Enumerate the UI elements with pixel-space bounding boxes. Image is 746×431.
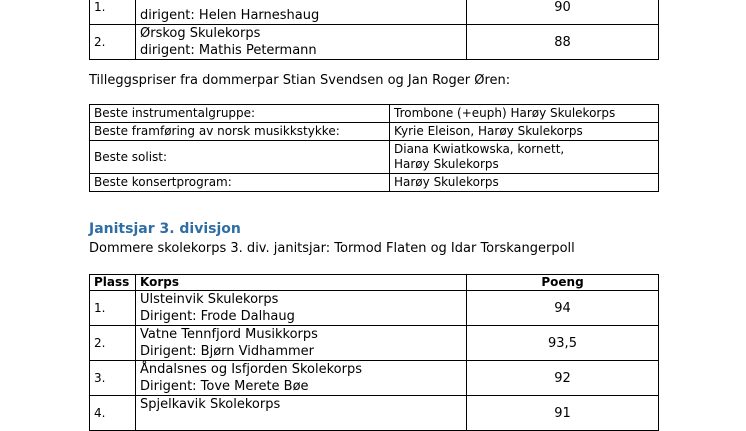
table-row	[90, 25, 659, 60]
points-cell: 92	[467, 361, 659, 396]
prize-label: Beste instrumentalgruppe:	[90, 105, 390, 123]
prize-winner	[390, 174, 659, 192]
extra-prizes-table	[89, 104, 659, 192]
judges-line: Dommere skolekorps 3. div. janitsjar: Tormod Flaten og Idar Torskangerpoll	[89, 241, 575, 256]
table-row	[90, 326, 659, 361]
table-row	[90, 0, 659, 25]
corps-name: Åndalsnes og Isfjorden Skolekorps	[140, 362, 362, 377]
place-cell: 1.	[90, 0, 136, 25]
conductor-name: Dirigent: Bjørn Vidhammer	[140, 344, 314, 359]
prize-winner	[390, 123, 659, 141]
prize-winner-line: Harøy Skulekorps	[394, 175, 499, 189]
prize-winner-line: Diana Kwiatkowska, kornett,	[394, 142, 565, 156]
place-cell: 4.	[90, 396, 136, 431]
points-cell: 90	[467, 0, 659, 25]
section-heading: Janitsjar 3. divisjon	[89, 221, 241, 237]
prize-winner-line: Trombone (+euph) Harøy Skulekorps	[394, 106, 616, 120]
conductor-name: dirigent: Helen Harneshaug	[140, 8, 320, 23]
corps-cell	[136, 396, 467, 431]
place-cell: 2.	[90, 25, 136, 60]
place-cell: 1.	[90, 291, 136, 326]
corps-name: Vatne Tennfjord Musikkorps	[140, 327, 318, 342]
header-points: Poeng	[467, 275, 659, 291]
points-cell: 91	[467, 396, 659, 431]
points-cell: 88	[467, 25, 659, 60]
corps-name: Spjelkavik Skolekorps	[140, 397, 281, 412]
prize-winner	[390, 141, 659, 174]
corps-cell	[136, 291, 467, 326]
prize-label: Beste solist:	[90, 141, 390, 174]
conductor-name	[140, 413, 462, 430]
extra-prizes-intro: Tilleggspriser fra dommerpar Stian Svendsen og Jan Roger Øren:	[89, 73, 511, 88]
conductor-name: dirigent: Mathis Petermann	[140, 43, 317, 58]
prize-winner-line: Harøy Skulekorps	[394, 157, 499, 171]
corps-cell	[136, 0, 467, 25]
prize-label: Beste konsertprogram:	[90, 174, 390, 192]
corps-cell	[136, 326, 467, 361]
conductor-name: Dirigent: Frode Dalhaug	[140, 309, 295, 324]
table-header-row	[90, 275, 659, 291]
results-table-previous	[89, 0, 659, 60]
table-row	[90, 396, 659, 431]
table-row	[90, 291, 659, 326]
corps-name: Ørskog Skulekorps	[140, 26, 261, 41]
corps-cell	[136, 25, 467, 60]
table-row	[90, 174, 659, 192]
prize-winner	[390, 105, 659, 123]
place-cell: 3.	[90, 361, 136, 396]
corps-name	[140, 0, 462, 7]
corps-name: Ulsteinvik Skulekorps	[140, 292, 279, 307]
header-place: Plass	[90, 275, 136, 291]
points-cell: 94	[467, 291, 659, 326]
header-corps: Korps	[136, 275, 467, 291]
prize-winner-line: Kyrie Eleison, Harøy Skulekorps	[394, 124, 583, 138]
prize-label: Beste framføring av norsk musikkstykke:	[90, 123, 390, 141]
table-row	[90, 361, 659, 396]
points-cell: 93,5	[467, 326, 659, 361]
table-row	[90, 123, 659, 141]
table-row	[90, 141, 659, 174]
corps-cell	[136, 361, 467, 396]
table-row	[90, 105, 659, 123]
results-table	[89, 274, 659, 431]
place-cell: 2.	[90, 326, 136, 361]
conductor-name: Dirigent: Tove Merete Bøe	[140, 379, 309, 394]
